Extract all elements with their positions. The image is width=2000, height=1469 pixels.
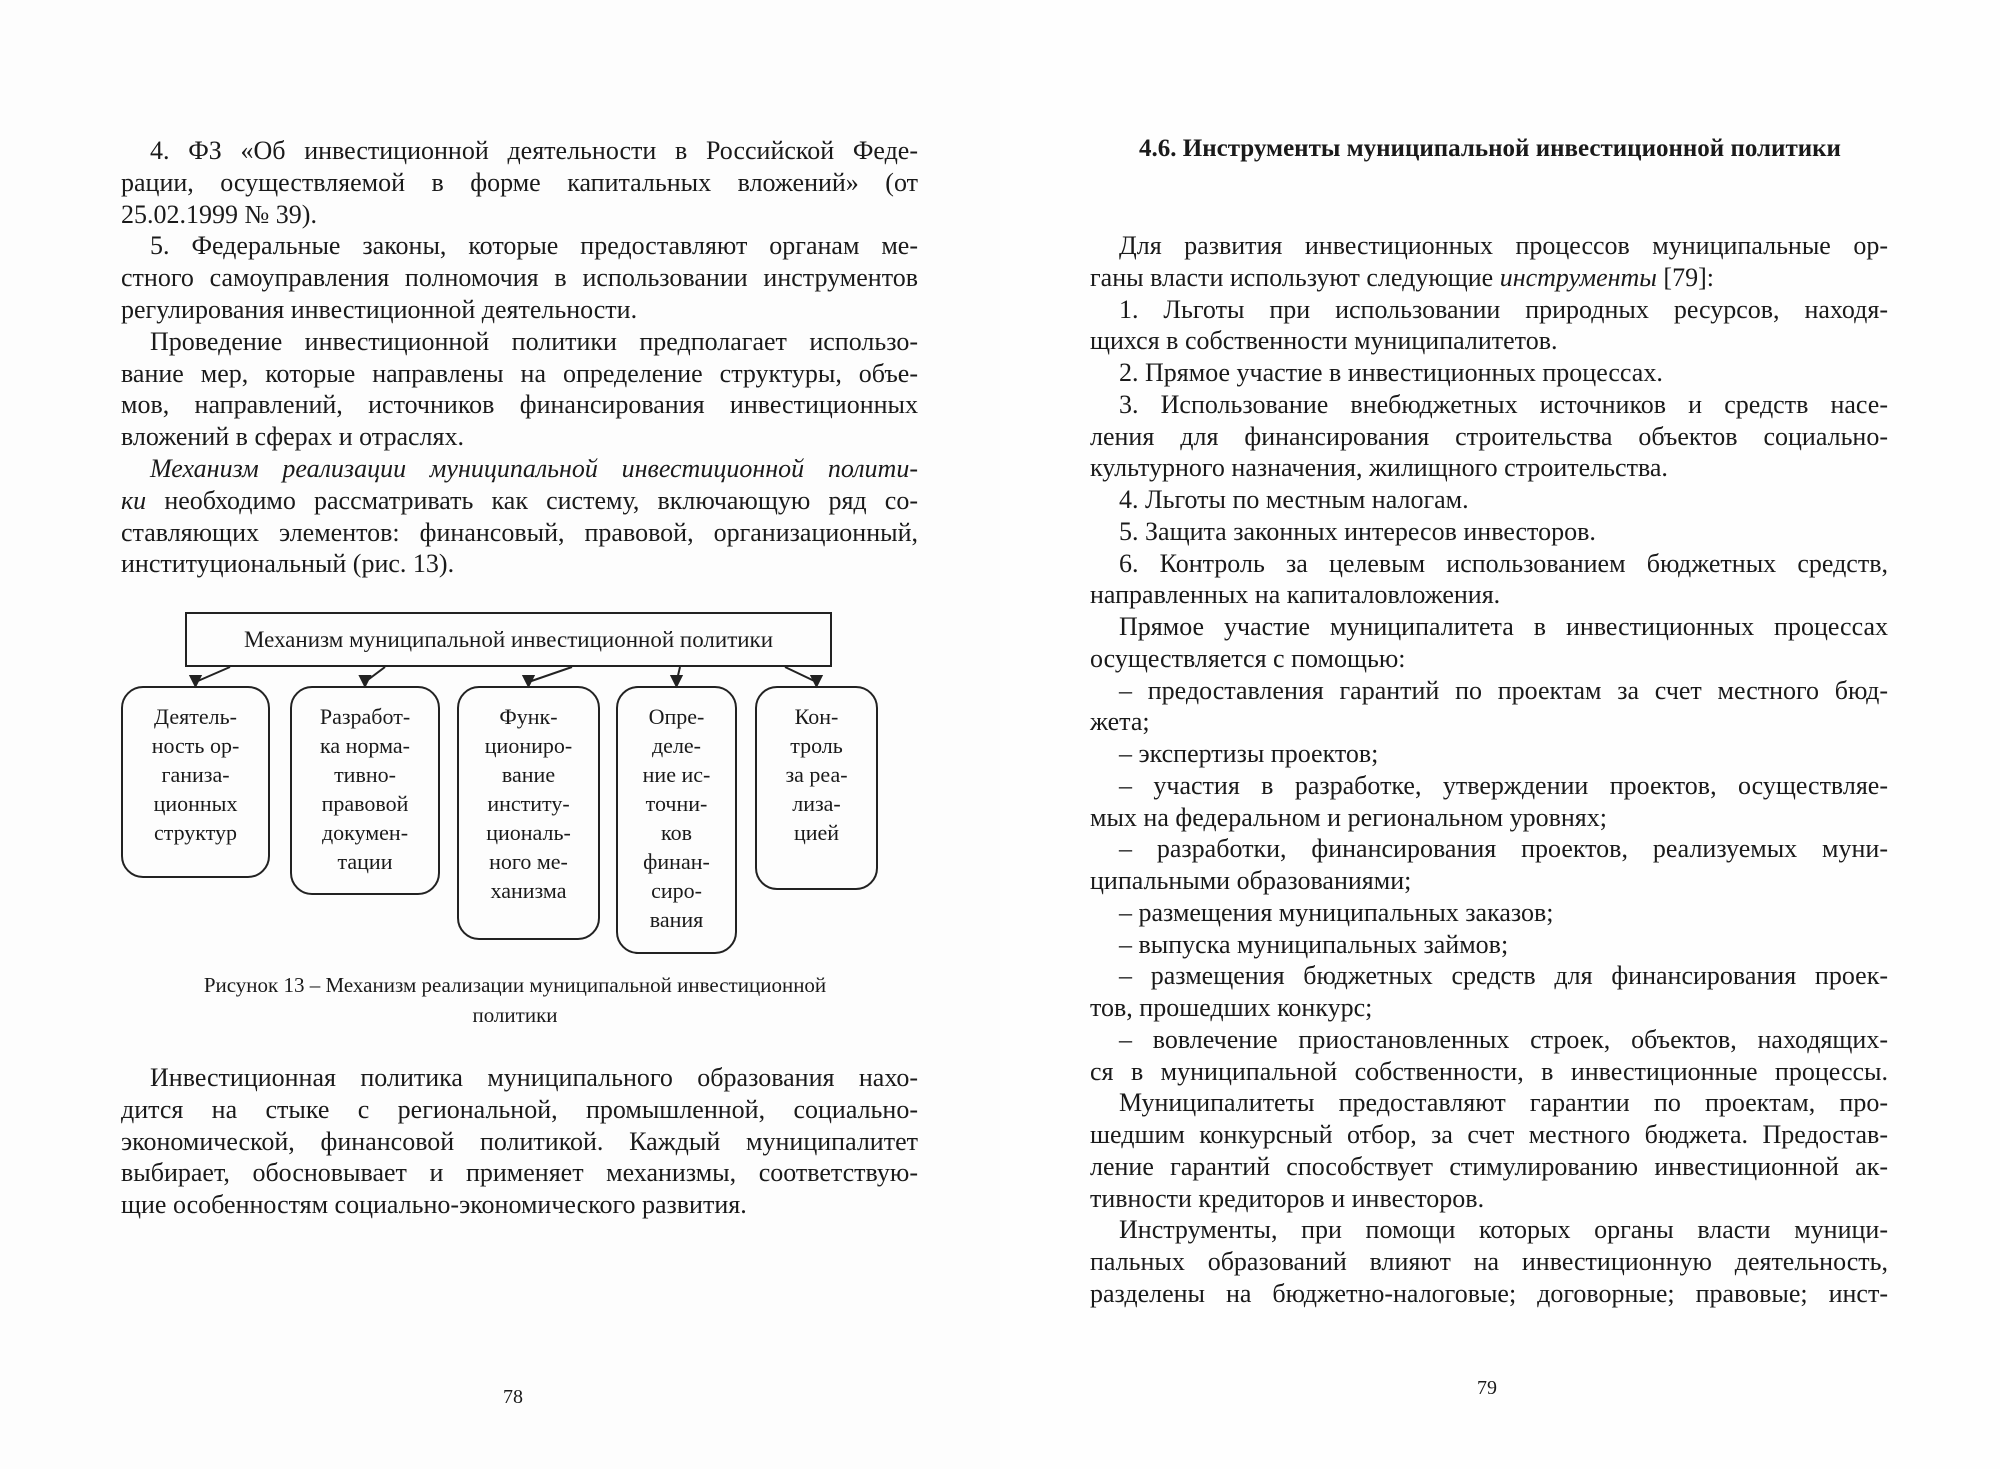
diagram-box-line: ханизма — [490, 878, 567, 903]
text-segment: щие особенностям социально-экономического развития. — [121, 1190, 747, 1220]
diagram-arrow — [529, 667, 573, 682]
figure-caption-line-1: Рисунок 13 – Механизм реализации муниципальной инвестиционной — [203, 973, 827, 997]
diagram-box-line: Разработ- — [319, 704, 411, 729]
text-line — [121, 1189, 918, 1221]
diagram-box-line: ционных — [153, 791, 238, 816]
diagram-box-line: финан- — [643, 849, 710, 874]
diagram-box-line: Опре- — [648, 704, 705, 729]
text-segment: дится на стыке с региональной, промышленной, социально- — [121, 1094, 918, 1124]
text-segment: 3. Использование внебюджетных источников и средств насе- — [1119, 389, 1888, 419]
text-line — [121, 1157, 918, 1189]
text-line — [1090, 1119, 1888, 1151]
diagram-top-box: Механизм муниципальной инвестиционной политики — [185, 612, 832, 667]
diagram-box-line: Деятель- — [154, 704, 237, 729]
diagram-box-line: деле- — [651, 733, 702, 758]
text-line — [1090, 897, 1888, 929]
diagram-box-line: ков — [661, 820, 692, 845]
text-line — [1090, 738, 1888, 770]
arrowhead-icon — [812, 676, 822, 686]
diagram-box-line: Кон- — [794, 704, 839, 729]
page-number: 78 — [503, 1386, 523, 1408]
text-segment: 1. Льготы при использовании природных ресурсов, находя- — [1119, 294, 1888, 324]
diagram-box-line: циониро- — [484, 733, 573, 758]
text-segment: шедшим конкурсный отбор, за счет местного бюджета. Предостав- — [1090, 1120, 1888, 1149]
italic-text: Механизм реализации муниципальной инвестиционной полити- — [150, 454, 918, 483]
diagram-box-line: циональ- — [486, 820, 571, 845]
diagram-arrow — [196, 667, 231, 682]
text-line — [1090, 865, 1888, 897]
diagram-arrow — [785, 667, 817, 682]
text-line — [1090, 960, 1888, 992]
arrowhead-icon — [191, 676, 201, 686]
text-segment: рации, осуществляемой в форме капитальных вложений» (от — [121, 167, 918, 197]
diagram-box-line: докумен- — [321, 820, 409, 845]
section-heading: 4.6. Инструменты муниципальной инвестиционной политики — [1139, 135, 1841, 162]
text-line — [1090, 1246, 1888, 1278]
right-page — [1000, 0, 2000, 1469]
text-segment: 6. Контроль за целевым использованием бюджетных средств, — [1119, 548, 1888, 578]
arrowhead-icon — [524, 676, 534, 686]
text-segment: – выпуска муниципальных займов; — [1119, 929, 1509, 959]
diagram-box — [616, 686, 737, 954]
text-segment: Инструменты, при помощи которых органы власти муници- — [1119, 1215, 1888, 1245]
text-segment: разделены на бюджетно-налоговые; договорные; правовые; инст- — [1090, 1278, 1888, 1308]
arrowhead-icon — [360, 676, 370, 686]
diagram-box-line: Функ- — [499, 704, 558, 729]
text-line — [121, 1094, 918, 1126]
text-segment: культурного назначения, жилищного строительства. — [1090, 453, 1668, 483]
diagram-box — [121, 686, 270, 878]
text-line — [1090, 1024, 1888, 1056]
text-segment: ся в муниципальной собственности, в инвестиционные процессы. — [1090, 1056, 1888, 1086]
text-line — [1090, 643, 1888, 675]
text-segment: вложений в сферах и отраслях. — [121, 422, 464, 452]
arrowhead-icon — [672, 676, 682, 686]
text-segment: тов, прошедших конкурс; — [1090, 993, 1373, 1022]
text-segment: жета; — [1090, 707, 1150, 737]
diagram-box-line: правовой — [321, 791, 409, 816]
italic-text: инструменты — [1499, 262, 1657, 292]
text-segment: регулирования инвестиционной деятельности. — [121, 295, 638, 324]
text-segment: 2. Прямое участие в инвестиционных процессах. — [1119, 358, 1663, 387]
text-line — [1090, 833, 1888, 865]
text-segment: – размещения муниципальных заказов; — [1119, 897, 1554, 927]
text-segment: направленных на капиталовложения. — [1090, 580, 1501, 610]
text-segment: Проведение инвестиционной политики предполагает использо- — [150, 326, 918, 356]
text-segment: мых на федеральном и региональном уровнях; — [1090, 802, 1607, 832]
text-segment: 5. Федеральные законы, которые предоставляют органам ме- — [150, 231, 918, 261]
page-number: 79 — [1477, 1377, 1497, 1399]
text-segment: выбирает, обосновывает и применяет механизмы, соответствую- — [121, 1158, 918, 1188]
diagram-box — [290, 686, 440, 895]
text-segment: ставляющих элементов: финансовый, правовой, организационный, — [121, 517, 918, 547]
diagram-box-line: точни- — [645, 791, 708, 816]
text-segment: институциональный (рис. 13). — [121, 549, 455, 579]
text-line — [1090, 484, 1888, 516]
text-segment: пальных образований влияют на инвестиционную деятельность, — [1090, 1247, 1888, 1276]
diagram-box-line: ка норма- — [320, 733, 410, 758]
text-segment: мов, направлений, источников финансирования инвестиционных — [121, 390, 918, 420]
text-line — [1090, 294, 1888, 326]
text-segment: щихся в собственности муниципалитетов. — [1090, 326, 1558, 356]
text-segment: Инвестиционная политика муниципального образования нахо- — [150, 1063, 918, 1092]
text-line — [1090, 357, 1888, 389]
diagram-box — [457, 686, 600, 940]
text-segment: [79]: — [1656, 262, 1714, 292]
diagram-box-line: структур — [153, 820, 238, 845]
text-line — [1090, 1056, 1888, 1088]
text-segment: необходимо рассматривать как систему, включающую ряд со- — [146, 485, 918, 515]
text-line — [1090, 452, 1888, 484]
text-segment: Для развития инвестиционных процессов муниципальные ор- — [1119, 231, 1888, 260]
text-segment: – вовлечение приостановленных строек, объектов, находящих- — [1119, 1024, 1888, 1054]
text-segment: Муниципалитеты предоставляют гарантии по проектам, про- — [1119, 1088, 1888, 1118]
text-segment: – предоставления гарантий по проектам за счет местного бюд- — [1119, 675, 1888, 705]
text-line — [1090, 1183, 1888, 1215]
diagram-box-line: ние ис- — [642, 762, 711, 787]
diagram-box-line: тивно- — [334, 762, 396, 787]
diagram-box-line: лиза- — [792, 791, 841, 816]
text-line — [1090, 929, 1888, 961]
text-segment: – разработки, финансирования проектов, реализуемых муни- — [1119, 834, 1888, 864]
italic-text: ки — [121, 485, 147, 515]
text-line — [1090, 579, 1888, 611]
text-line — [1090, 389, 1888, 421]
diagram-box-line: троль — [790, 733, 843, 758]
text-line — [1090, 548, 1888, 580]
diagram-box-line: вания — [649, 907, 704, 932]
text-line — [1090, 1151, 1888, 1183]
text-line — [121, 1062, 918, 1094]
text-line — [1090, 1278, 1888, 1310]
text-line — [1090, 611, 1888, 643]
text-line — [1090, 802, 1888, 834]
text-segment: стного самоуправления полномочия в использовании инструментов — [121, 263, 918, 293]
text-segment: 4. ФЗ «Об инвестиционной деятельности в Российской Феде- — [150, 136, 918, 165]
text-line — [1090, 230, 1888, 262]
text-segment: 4. Льготы по местным налогам. — [1119, 485, 1469, 514]
text-line — [1090, 262, 1888, 294]
text-line — [1090, 1087, 1888, 1119]
text-line — [1090, 516, 1888, 548]
diagram-box-line: сиро- — [651, 878, 702, 903]
text-line — [1090, 992, 1888, 1024]
text-line — [1090, 706, 1888, 738]
text-segment: осуществляется с помощью: — [1090, 643, 1406, 673]
text-segment: 5. Защита законных интересов инвесторов. — [1119, 516, 1596, 546]
diagram-box-line: ность ор- — [151, 733, 240, 758]
text-line — [1090, 1214, 1888, 1246]
text-line — [1090, 325, 1888, 357]
text-line — [121, 1126, 918, 1158]
diagram-box-line: ганиза- — [161, 762, 230, 787]
text-segment: – участия в разработке, утверждении проектов, осуществляе- — [1119, 770, 1888, 800]
diagram-box-line: за реа- — [785, 762, 848, 787]
text-line — [1090, 675, 1888, 707]
diagram-box-line: вание — [501, 762, 556, 787]
text-segment: тивности кредиторов и инвесторов. — [1090, 1183, 1485, 1213]
text-segment: ганы власти используют следующие — [1090, 262, 1500, 292]
text-segment: ление гарантий способствует стимулированию инвестиционной ак- — [1090, 1151, 1888, 1181]
diagram-box-line: ного ме- — [489, 849, 568, 874]
diagram-box-line: институ- — [487, 791, 570, 816]
text-segment: – размещения бюджетных средств для финансирования проек- — [1119, 961, 1888, 991]
text-segment: вание мер, которые направлены на определение структуры, объе- — [121, 358, 918, 388]
diagram-box-line: цией — [793, 820, 840, 845]
text-segment: экономической, финансовой политикой. Каждый муниципалитет — [121, 1126, 918, 1156]
text-segment: ления для финансирования строительства объектов социально- — [1090, 421, 1888, 451]
text-segment: – экспертизы проектов; — [1119, 739, 1379, 768]
diagram-box — [755, 686, 878, 890]
text-segment: ципальными образованиями; — [1090, 866, 1412, 895]
text-segment: Прямое участие муниципалитета в инвестиционных процессах — [1119, 612, 1888, 641]
text-segment: 25.02.1999 № 39). — [121, 199, 317, 229]
text-line — [1090, 421, 1888, 453]
figure-caption-line-2: политики — [472, 1003, 558, 1027]
text-line — [1090, 770, 1888, 802]
diagram-box-line: тации — [337, 849, 393, 874]
